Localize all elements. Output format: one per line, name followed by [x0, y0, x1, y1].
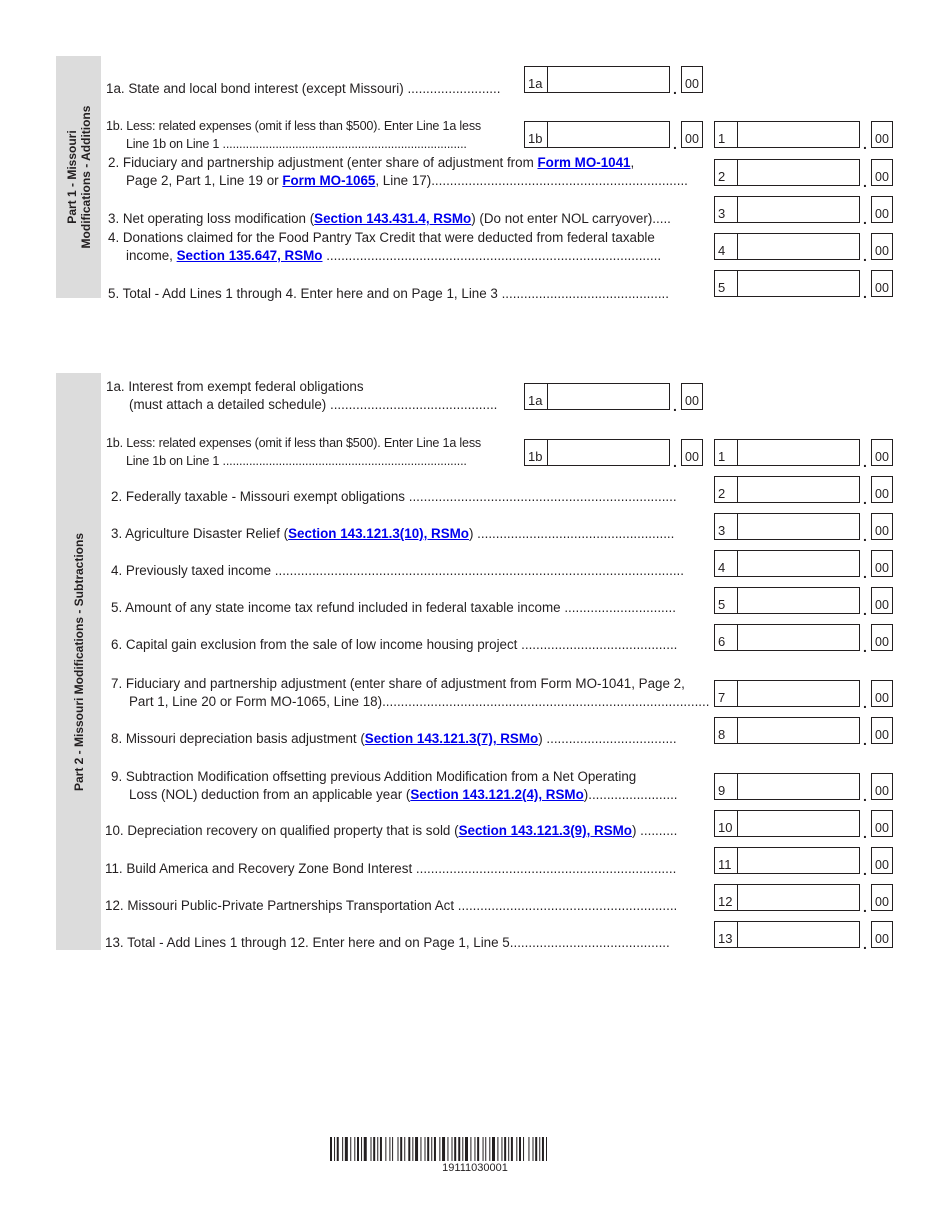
p2-line-2-field[interactable]: 2: [714, 476, 860, 503]
p2-line-4-text: 4. Previously taxed income ..............................................................................................................: [111, 563, 684, 578]
p2-line-3-field[interactable]: 3: [714, 513, 860, 540]
p1-line-1b-text: 1b. Less: related expenses (omit if less than $500). Enter Line 1a less Line 1b on Line 1 ..........................................................................: [106, 119, 482, 151]
p2-line-5-text: 5. Amount of any state income tax refund included in federal taxable income ..............................: [111, 600, 676, 615]
p2-line-4-cents[interactable]: 00: [871, 550, 893, 577]
p2-line-2-cents[interactable]: 00: [871, 476, 893, 503]
p2-line-10-cents[interactable]: 00: [871, 810, 893, 837]
p1-line-4-cents[interactable]: 00: [871, 233, 893, 260]
p2-line-11-text: 11. Build America and Recovery Zone Bond Interest ......................................................................: [105, 861, 677, 876]
p2-line-1b-field[interactable]: 1b: [524, 439, 670, 466]
p1-line-1a-field[interactable]: 1a: [524, 66, 670, 93]
p2-line-12-cents[interactable]: 00: [871, 884, 893, 911]
p2-line-13-field[interactable]: 13: [714, 921, 860, 948]
p2-line-13-cents[interactable]: 00: [871, 921, 893, 948]
p2-line-1b-text: 1b. Less: related expenses (omit if less than $500). Enter Line 1a less Line 1b on Line 1 ..........................................................................: [106, 436, 482, 468]
p1-line-2-field[interactable]: 2: [714, 159, 860, 186]
p1-line-1a-text: 1a. State and local bond interest (except Missouri) .........................: [106, 81, 501, 96]
p2-line-1b-cents[interactable]: 00: [681, 439, 703, 466]
part1-band: [56, 56, 101, 298]
section-143-121-3-9-link[interactable]: Section 143.121.3(9), RSMo: [458, 823, 632, 838]
p1-line-3-cents[interactable]: 00: [871, 196, 893, 223]
p2-line-8-text: 8. Missouri depreciation basis adjustment (Section 143.121.3(7), RSMo) ...................................: [111, 731, 677, 746]
p2-line-1a-text: 1a. Interest from exempt federal obligations (must attach a detailed schedule) .............................................: [106, 379, 498, 412]
p2-line-6-field[interactable]: 6: [714, 624, 860, 651]
p2-line-7-field[interactable]: 7: [714, 680, 860, 707]
p1-line-1b-field[interactable]: 1b: [524, 121, 670, 148]
p2-line-5-cents[interactable]: 00: [871, 587, 893, 614]
p2-line-1-total-cents[interactable]: 00: [871, 439, 893, 466]
part1-label: Part 1 - Missouri Modifications - Additions: [64, 105, 93, 249]
barcode-number: 19111030001: [442, 1162, 508, 1174]
p1-line-1a-cents[interactable]: 00: [681, 66, 703, 93]
section-143-121-3-10-link[interactable]: Section 143.121.3(10), RSMo: [288, 526, 469, 541]
p2-line-7-cents[interactable]: 00: [871, 680, 893, 707]
p2-line-12-text: 12. Missouri Public-Private Partnerships Transportation Act ...........................................................: [105, 898, 678, 913]
p2-line-10-field[interactable]: 10: [714, 810, 860, 837]
section-143-121-3-7-link[interactable]: Section 143.121.3(7), RSMo: [364, 731, 539, 746]
p1-line-2-cents[interactable]: 00: [871, 159, 893, 186]
p2-line-12-field[interactable]: 12: [714, 884, 860, 911]
p1-line-1b-cents[interactable]: 00: [681, 121, 703, 148]
form-mo-1065-link[interactable]: Form MO-1065: [282, 173, 376, 188]
p1-line-4-text: 4. Donations claimed for the Food Pantry Tax Credit that were deducted from federal taxable income, Section 135.647, RSMo ..........................................................................................: [108, 230, 662, 263]
p2-line-1a-field[interactable]: 1a: [524, 383, 670, 410]
p2-line-9-field[interactable]: 9: [714, 773, 860, 800]
p2-line-4-field[interactable]: 4: [714, 550, 860, 577]
p1-line-3-field[interactable]: 3: [714, 196, 860, 223]
part2-label: Part 2 - Missouri Modifications - Subtractions: [71, 532, 86, 791]
p2-line-8-cents[interactable]: 00: [871, 717, 893, 744]
p1-line-5-text: 5. Total - Add Lines 1 through 4. Enter here and on Page 1, Line 3 .............................................: [108, 286, 669, 301]
p1-line-5-field[interactable]: 5: [714, 270, 860, 297]
p2-line-6-cents[interactable]: 00: [871, 624, 893, 651]
section-135-647-link[interactable]: Section 135.647, RSMo: [176, 248, 323, 263]
p2-line-5-field[interactable]: 5: [714, 587, 860, 614]
p1-line-1-total-field[interactable]: 1: [714, 121, 860, 148]
p2-line-3-cents[interactable]: 00: [871, 513, 893, 540]
p2-line-13-text: 13. Total - Add Lines 1 through 12. Enter here and on Page 1, Line 5...........................................: [105, 935, 670, 950]
p1-line-3-text: 3. Net operating loss modification (Section 143.431.4, RSMo) (Do not enter NOL carryover).....: [108, 211, 671, 226]
p2-line-1-total-field[interactable]: 1: [714, 439, 860, 466]
p2-line-7-text: 7. Fiduciary and partnership adjustment (enter share of adjustment from Form MO-1041, Page 2, Part 1, Line 20 or Form MO-1065, Line 18)........................................................................................: [111, 676, 710, 709]
barcode: [330, 1137, 620, 1161]
p2-line-1a-cents[interactable]: 00: [681, 383, 703, 410]
p2-line-8-field[interactable]: 8: [714, 717, 860, 744]
section-143-431-4-link[interactable]: Section 143.431.4, RSMo: [314, 211, 472, 226]
form-mo-1041-link[interactable]: Form MO-1041: [537, 155, 631, 170]
p2-line-6-text: 6. Capital gain exclusion from the sale of low income housing project ..........................................: [111, 637, 678, 652]
section-143-121-2-4-link[interactable]: Section 143.121.2(4), RSMo: [410, 787, 584, 802]
p2-line-11-field[interactable]: 11: [714, 847, 860, 874]
p2-line-11-cents[interactable]: 00: [871, 847, 893, 874]
p2-line-3-text: 3. Agriculture Disaster Relief (Section 143.121.3(10), RSMo) .....................................................: [111, 526, 675, 541]
part2-band: [56, 373, 101, 950]
p2-line-10-text: 10. Depreciation recovery on qualified property that is sold (Section 143.121.3(9), RSMo) ..........: [105, 823, 678, 838]
p1-line-5-cents[interactable]: 00: [871, 270, 893, 297]
p2-line-9-text: 9. Subtraction Modification offsetting previous Addition Modification from a Net Operating Loss (NOL) deduction from an applicable year (Section 143.121.2(4), RSMo)........................: [111, 769, 678, 802]
p2-line-2-text: 2. Federally taxable - Missouri exempt obligations ........................................................................: [111, 489, 677, 504]
p1-line-1-total-cents[interactable]: 00: [871, 121, 893, 148]
p1-line-2-text: 2. Fiduciary and partnership adjustment (enter share of adjustment from Form MO-1041, Page 2, Part 1, Line 19 or Form MO-1065, Line 17).....................................................................: [108, 155, 688, 188]
p1-line-4-field[interactable]: 4: [714, 233, 860, 260]
p2-line-9-cents[interactable]: 00: [871, 773, 893, 800]
